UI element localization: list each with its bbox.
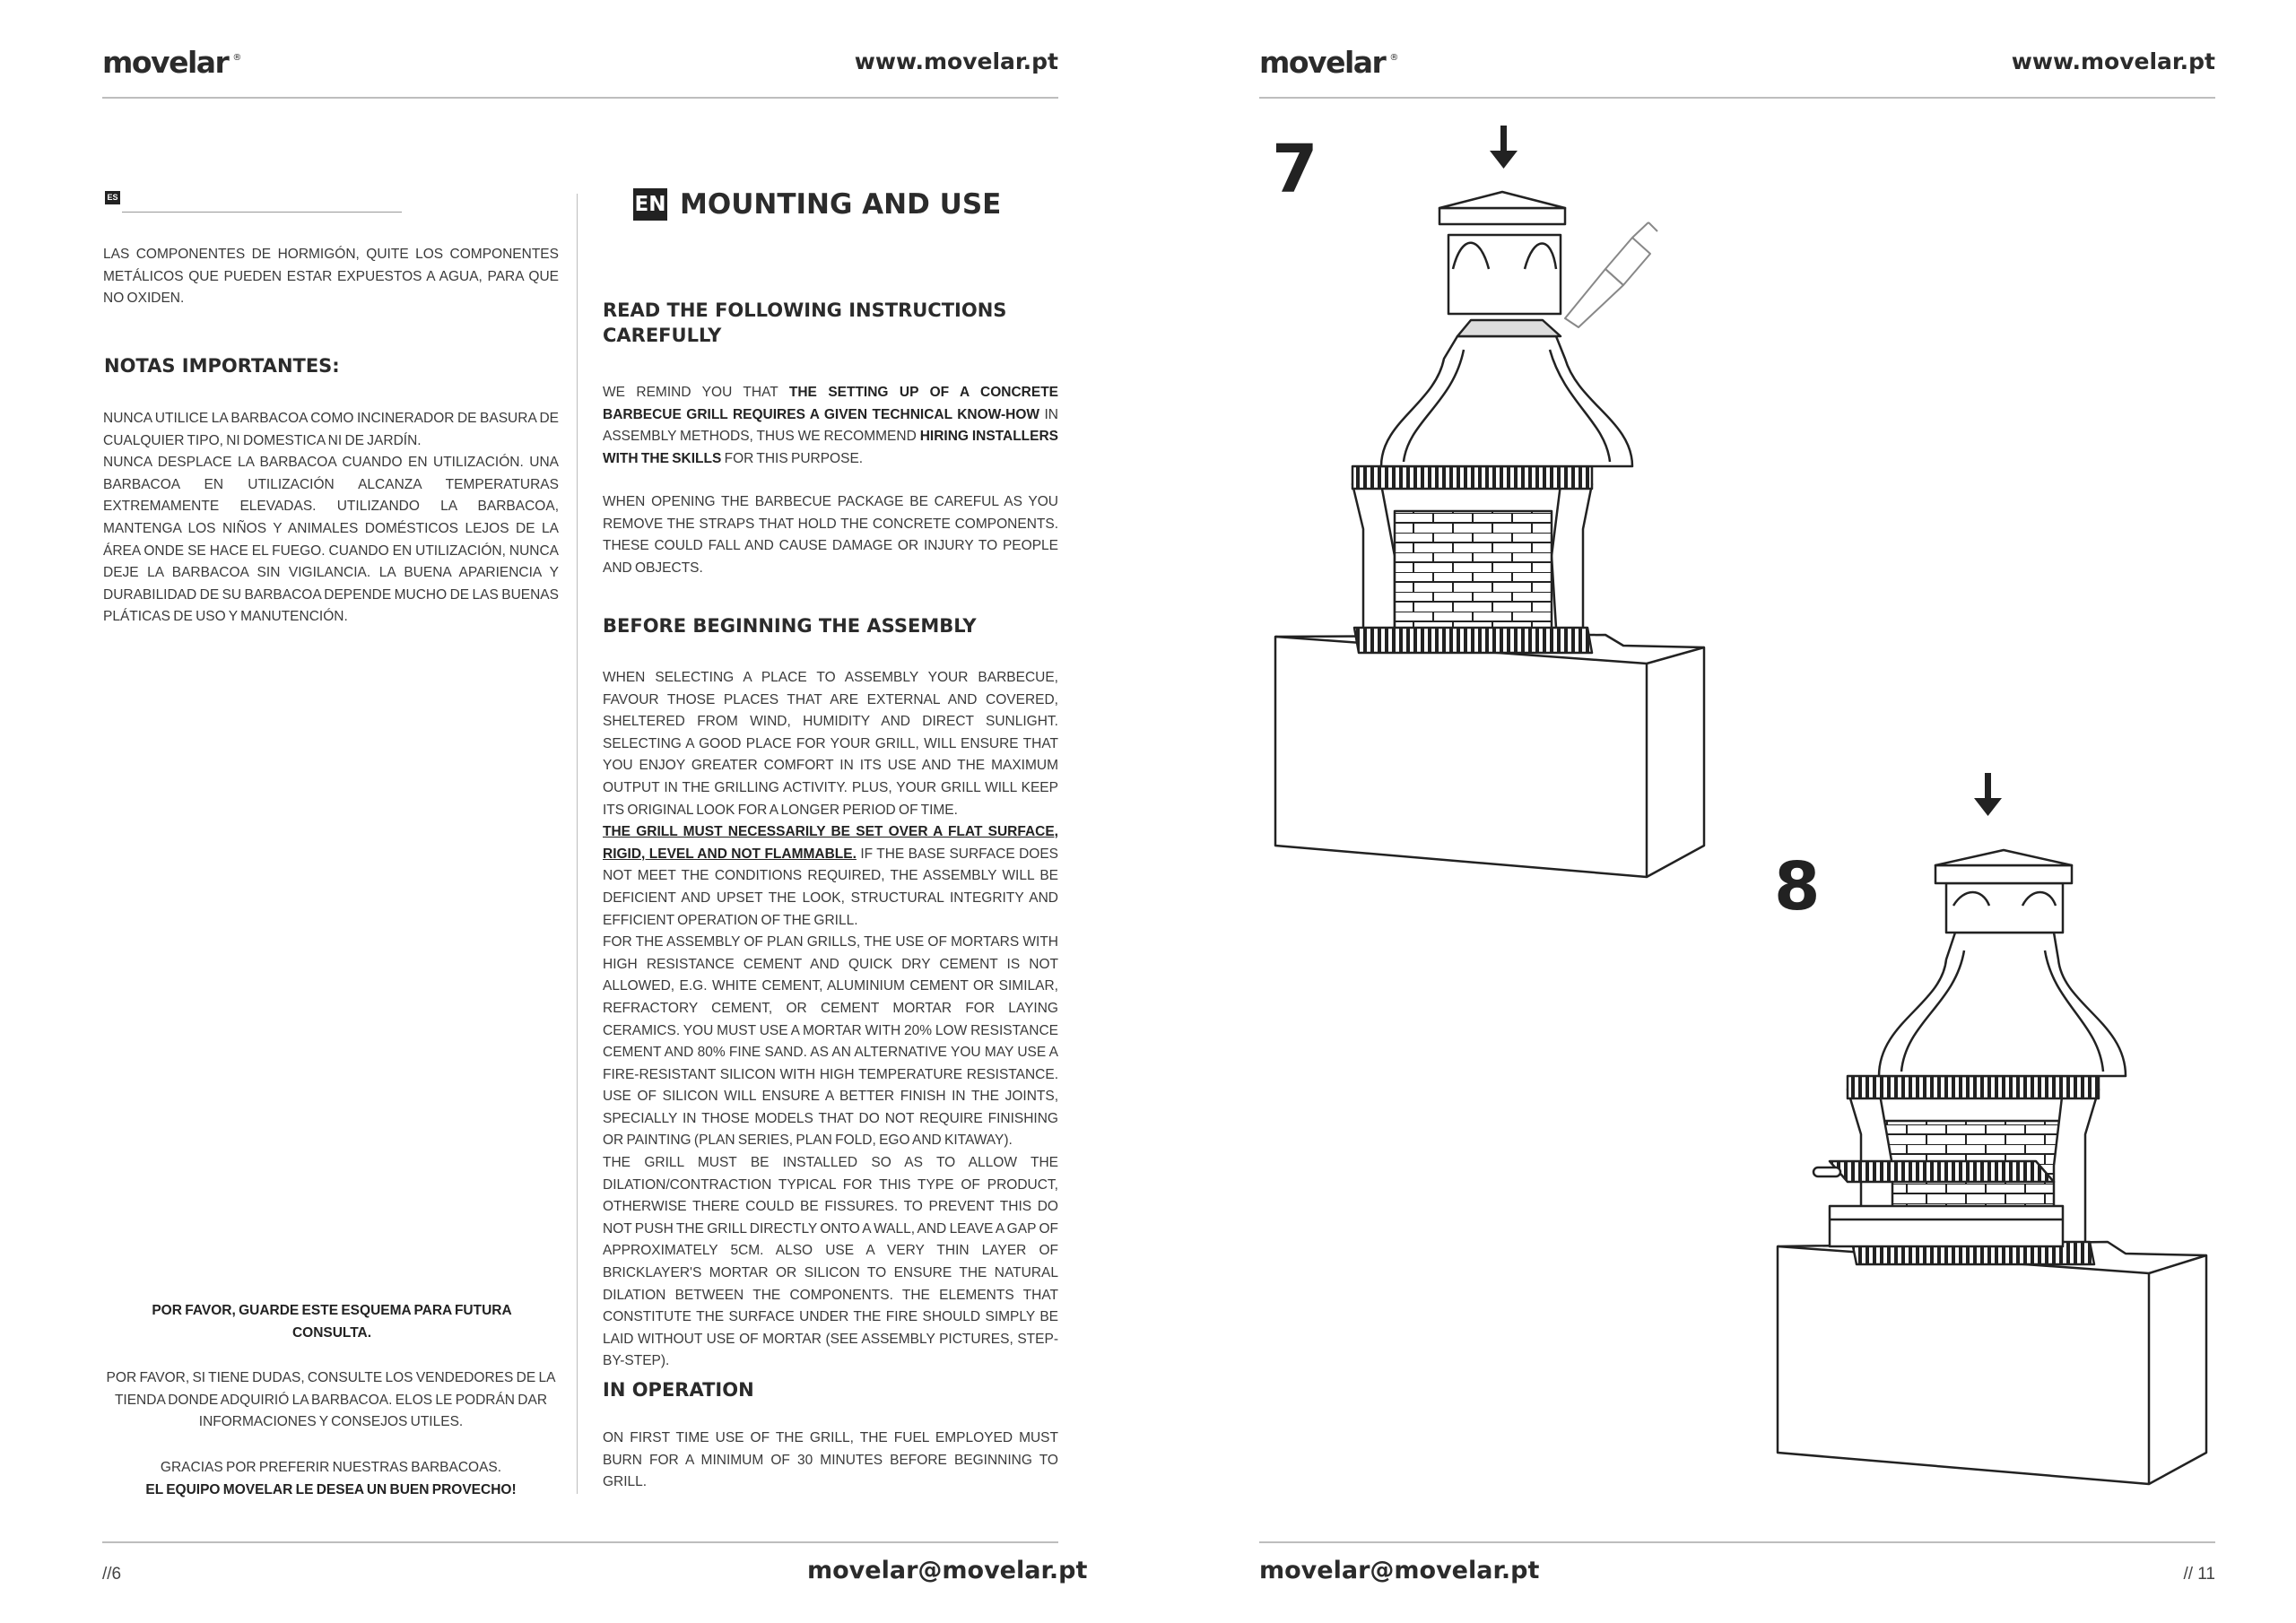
website-link-left[interactable]: www.movelar.pt bbox=[854, 48, 1058, 74]
silicone-gun-icon bbox=[1565, 222, 1657, 327]
en-section-title: EN MOUNTING AND USE bbox=[634, 188, 1002, 221]
es-gracias-note: GRACIAS POR PREFERIR NUESTRAS BARBACOAS. EL EQUIPO MOVELAR LE DESEA UN BUEN PROVECHO! bbox=[145, 1460, 517, 1497]
footer-rule-right bbox=[1259, 1541, 2215, 1543]
step-7-illustration bbox=[1275, 126, 1704, 877]
en-remind-text: WE REMIND YOU THAT THE SETTING UP OF A CONCRETE BARBECUE GRILL REQUIRES A GIVEN TECHNICAL KNOW-HOW IN ASSEMBLY METHODS, THUS WE RECOMMEND HIRING INSTALLERS WITH THE SKILLS FOR THIS PURPOSE. bbox=[603, 385, 1058, 466]
en-opening-text: WHEN OPENING THE BARBECUE PACKAGE BE CAREFUL AS YOU REMOVE THE STRAPS THAT HOLD THE CONCRETE COMPONENTS. THESE COULD FALL AND CAUSE DAMAGE OR INJURY TO PEOPLE AND OBJECTS. bbox=[603, 494, 1058, 576]
es-notas-title: NOTAS IMPORTANTES: bbox=[104, 355, 340, 377]
website-link-right[interactable]: www.movelar.pt bbox=[2011, 48, 2215, 74]
email-link-left[interactable]: movelar@movelar.pt bbox=[807, 1557, 1088, 1584]
en-before-title: BEFORE BEGINNING THE ASSEMBLY bbox=[603, 615, 977, 637]
arrow-down-icon bbox=[1490, 126, 1518, 169]
es-guardar-note: POR FAVOR, GUARDE ESTE ESQUEMA PARA FUTURA CONSULTA. bbox=[152, 1303, 512, 1341]
arrow-down-icon bbox=[1974, 773, 2002, 816]
logo-right: movelar ® bbox=[1259, 45, 1399, 80]
es-dudas-note: POR FAVOR, SI TIENE DUDAS, CONSULTE LOS VENDEDORES DE LA TIENDA DONDE ADQUIRIÓ LA BARBACOA. ELOS LE PODRÁN DAR INFORMACIONES Y CONSEJOS UTILES. bbox=[106, 1370, 556, 1430]
en-operation-title: IN OPERATION bbox=[603, 1379, 754, 1401]
en-read-title: READ THE FOLLOWING INSTRUCTIONS CAREFULLY bbox=[603, 299, 1007, 346]
en-language-badge: EN bbox=[633, 188, 667, 221]
page-number-left: //6 bbox=[102, 1565, 122, 1584]
page-number-right: // 11 bbox=[2183, 1565, 2215, 1584]
step-8-number: 8 bbox=[1774, 848, 1821, 925]
logo-left: movelar ® bbox=[102, 45, 242, 80]
en-before-text: WHEN SELECTING A PLACE TO ASSEMBLY YOUR BARBECUE, FAVOUR THOSE PLACES THAT ARE EXTERNAL AND COVERED, SHELTERED FROM WIND, HUMIDITY AND DIRECT SUNLIGHT. SELECTING A GOOD PLACE FOR YOUR GRILL, WILL ENSURE THAT YOU ENJOY GREATER COMFORT IN ITS USE AND THE MAXIMUM OUTPUT IN THE GRILLING ACTIVITY. PLUS, YOUR GRILL WILL KEEP ITS ORIGINAL LOOK FOR A LONGER PERIOD OF TIME. THE GRILL MUST NECESSARILY BE SET OVER A FLAT SURFACE, RIGID, LEVEL AND NOT FLAMMABLE. IF THE BASE SURFACE DOES NOT MEET THE CONDITIONS REQUIRED, THE ASSEMBLY WILL BE DEFICIENT AND UPSET THE LOOK, STRUCTURAL INTEGRITY AND EFFICIENT OPERATION OF THE GRILL. FOR THE ASSEMBLY OF PLAN GRILLS, THE USE OF MORTARS WITH HIGH RESISTANCE CEMENT AND QUICK DRY CEMENT IS NOT ALLOWED, E.G. WHITE CEMENT, ALUMINIUM CEMENT OR SIMILAR, REFRACTORY CEMENT, OR CEMENT MORTAR FOR LAYING CERAMICS. YOU MUST USE A MORTAR WITH 20% LOW RESISTANCE CEMENT AND 80% FINE SAND. AS AN ALTERNATIVE YOU MAY USE A FIRE-RESISTANT SILICON WITH HIGH TEMPERATURE RESISTANCE. USE OF SILICON WILL ENSURE A BETTER FINISH IN THE JOINTS, SPECIALLY IN THOSE MODELS THAT DO NOT REQUIRE FINISHING OR PAINTING (PLAN SERIES, PLAN FOLD, EGO AND KITAWAY). THE GRILL MUST BE INSTALLED SO AS TO ALLOW THE DILATION/CONTRACTION TYPICAL FOR THIS TYPE OF PRODUCT, OTHERWISE THERE COULD BE FISSURES. TO PREVENT THIS DO NOT PUSH THE GRILL DIRECTLY ONTO A WALL, AND LEAVE A GAP OF APPROXIMATELY 5CM. ALSO USE A VERY THIN LAYER OF BRICKLAYER'S MORTAR OR SILICON TO ENSURE THE NATURAL DILATION BETWEEN THE COMPONENTS. THE ELEMENTS THAT CONSTITUTE THE SURFACE UNDER THE FIRE SHOULD SIMPLY BE LAID WITHOUT USE OF MORTAR (SEE ASSEMBLY PICTURES, STEP-BY-STEP). bbox=[603, 670, 1059, 1369]
es-language-badge: ES bbox=[105, 188, 120, 204]
en-operation-text: ON FIRST TIME USE OF THE GRILL, THE FUEL EMPLOYED MUST BURN FOR A MINIMUM OF 30 MINUTES BEFORE BEGINNING TO GRILL. bbox=[603, 1430, 1058, 1490]
email-link-right[interactable]: movelar@movelar.pt bbox=[1259, 1557, 1540, 1584]
step-8-illustration bbox=[1778, 773, 2206, 1484]
step-7-number: 7 bbox=[1272, 131, 1318, 208]
es-intro-text: LAS COMPONENTES DE HORMIGÓN, QUITE LOS COMPONENTES METÁLICOS QUE PUEDEN ESTAR EXPUESTOS A AGUA, PARA QUE NO OXIDEN. bbox=[103, 247, 559, 307]
es-notas-text: NUNCA UTILICE LA BARBACOA COMO INCINERADOR DE BASURA DE CUALQUIER TIPO, NI DOMESTICA NI DE JARDÍN. NUNCA DESPLACE LA BARBACOA CUANDO EN UTILIZACIÓN. UNA BARBACOA EN UTILIZACIÓN ALCANZA TEMPERATURAS EXTREMAMENTE ELEVADAS. UTILIZANDO LA BARBACOA, MANTENGA LOS NIÑOS Y ANIMALES DOMÉSTICOS LEJOS DE LA ÁREA ONDE SE HACE EL FUEGO. CUANDO EN UTILIZACIÓN, NUNCA DEJE LA BARBACOA SIN VIGILANCIA. LA BUENA APARIENCIA Y DURABILIDAD DE SU BARBACOA DEPENDE MUCHO DE LAS BUENAS PLÁTICAS DE USO Y MANUTENCIÓN. bbox=[103, 411, 559, 625]
